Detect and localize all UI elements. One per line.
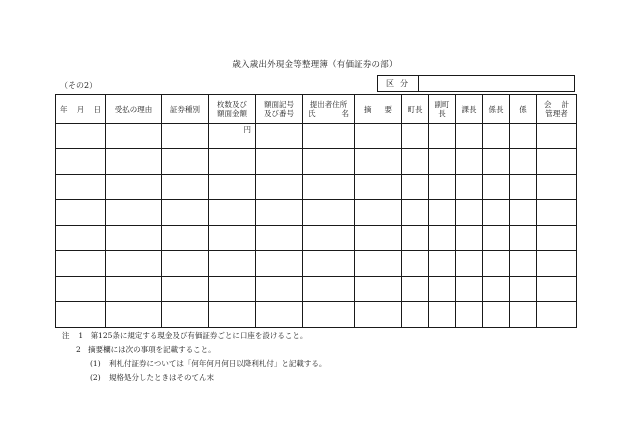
cell-subsection-chief[interactable]	[483, 200, 510, 226]
notes	[62, 329, 326, 385]
document-title: 歳入歳出外現金等整理簿（有価証券の部）	[232, 60, 398, 70]
cell-summary[interactable]	[355, 174, 402, 200]
header-accountant-b: 計	[561, 100, 569, 109]
cell-subsection-chief[interactable]	[483, 276, 510, 302]
cell-section-chief[interactable]	[456, 251, 483, 277]
cell-submitter[interactable]	[303, 200, 355, 226]
cell-symbol-number[interactable]	[256, 124, 303, 149]
cell-reason[interactable]	[106, 124, 162, 149]
cell-summary[interactable]	[355, 225, 402, 251]
cell-reason[interactable]	[106, 276, 162, 302]
cell-reason[interactable]	[106, 302, 162, 328]
header-year: 年	[60, 104, 68, 114]
cell-staff[interactable]	[510, 302, 537, 328]
cell-section-chief[interactable]	[456, 124, 483, 149]
note-subitem-number: (2)	[90, 373, 101, 382]
cell-section-chief[interactable]	[456, 149, 483, 175]
kubun-label: 区分	[378, 76, 419, 91]
table-row	[56, 251, 577, 277]
cell-staff[interactable]	[510, 149, 537, 175]
header-count-line2: 額面金額	[217, 109, 247, 118]
cell-count-amount[interactable]	[209, 225, 256, 251]
cell-subsection-chief[interactable]	[483, 149, 510, 175]
note-text: 第125条に規定する現金及び有価証券ごとに口座を設けること。	[90, 331, 308, 340]
cell-submitter[interactable]	[303, 174, 355, 200]
header-accountant-a: 会	[544, 100, 552, 109]
cell-subsection-chief[interactable]	[483, 174, 510, 200]
cell-accountant[interactable]	[537, 149, 577, 175]
cell-submitter[interactable]	[303, 124, 355, 149]
kubun-value-field[interactable]	[419, 76, 574, 91]
cell-accountant[interactable]	[537, 251, 577, 277]
cell-accountant[interactable]	[537, 174, 577, 200]
cell-security-type[interactable]	[162, 200, 209, 226]
cell-symbol-number[interactable]	[256, 302, 303, 328]
cell-summary[interactable]	[355, 302, 402, 328]
cell-submitter[interactable]	[303, 276, 355, 302]
cell-reason[interactable]	[106, 200, 162, 226]
cell-reason[interactable]	[106, 174, 162, 200]
cell-date[interactable]	[56, 276, 106, 302]
cell-deputy-mayor[interactable]	[429, 251, 456, 277]
note-subitem	[62, 357, 326, 371]
header-mayor: 町長	[402, 95, 429, 124]
cell-security-type[interactable]	[162, 276, 209, 302]
cell-section-chief[interactable]	[456, 200, 483, 226]
table-row	[56, 225, 577, 251]
note-number: 2	[76, 345, 81, 354]
cell-date[interactable]	[56, 174, 106, 200]
kubun-box	[377, 75, 575, 92]
header-count-amount	[209, 95, 256, 124]
cell-symbol-number[interactable]	[256, 200, 303, 226]
header-symbol-line2: 及び番号	[264, 109, 294, 118]
header-submitter-shi: 氏	[308, 109, 316, 118]
note-number: 1	[78, 331, 84, 340]
cell-symbol-number[interactable]	[256, 149, 303, 175]
cell-mayor[interactable]	[402, 200, 429, 226]
cell-count-amount[interactable]	[209, 200, 256, 226]
form-number: （その2）	[60, 81, 98, 90]
header-summary-b: 要	[384, 104, 392, 114]
cell-count-amount[interactable]	[209, 149, 256, 175]
header-section-chief: 課長	[456, 95, 483, 124]
header-date	[56, 95, 106, 124]
cell-reason[interactable]	[106, 251, 162, 277]
note-subitem-number: (1)	[90, 359, 101, 368]
cell-accountant[interactable]	[537, 276, 577, 302]
cell-mayor[interactable]	[402, 225, 429, 251]
cell-count-amount[interactable]	[209, 276, 256, 302]
header-submitter-mei: 名	[341, 109, 349, 118]
header-summary-a: 摘	[364, 104, 372, 114]
cell-section-chief[interactable]	[456, 225, 483, 251]
cell-deputy-mayor[interactable]	[429, 302, 456, 328]
cell-symbol-number[interactable]	[256, 174, 303, 200]
cell-subsection-chief[interactable]	[483, 302, 510, 328]
header-month: 月	[76, 104, 85, 114]
cell-summary[interactable]	[355, 124, 402, 149]
cell-mayor[interactable]	[402, 149, 429, 175]
cell-section-chief[interactable]	[456, 174, 483, 200]
table-row	[56, 149, 577, 175]
cell-summary[interactable]	[355, 276, 402, 302]
note-subitem-text: 規格処分したときはそのてん末	[109, 373, 215, 382]
header-deputy-mayor	[429, 95, 456, 124]
header-deputy-line1: 副町	[434, 100, 450, 109]
cell-mayor[interactable]	[402, 302, 429, 328]
cell-security-type[interactable]	[162, 251, 209, 277]
cell-security-type[interactable]	[162, 174, 209, 200]
cell-deputy-mayor[interactable]	[429, 276, 456, 302]
cell-mayor[interactable]	[402, 124, 429, 149]
cell-section-chief[interactable]	[456, 276, 483, 302]
cell-date[interactable]	[56, 302, 106, 328]
header-symbol-number	[256, 95, 303, 124]
cell-security-type[interactable]	[162, 302, 209, 328]
ledger-body	[56, 124, 577, 328]
table-row	[56, 200, 577, 226]
note-item	[62, 329, 326, 343]
note-label: 注	[62, 331, 70, 340]
cell-subsection-chief[interactable]	[483, 251, 510, 277]
cell-submitter[interactable]	[303, 302, 355, 328]
header-submitter	[303, 95, 355, 124]
header-summary	[355, 95, 402, 124]
note-text: 摘要欄には次の事項を記載すること。	[88, 345, 216, 354]
cell-date[interactable]	[56, 124, 106, 149]
cell-subsection-chief[interactable]	[483, 124, 510, 149]
cell-date[interactable]	[56, 200, 106, 226]
header-count-line1: 枚数及び	[217, 100, 247, 109]
cell-summary[interactable]	[355, 149, 402, 175]
cell-submitter[interactable]	[303, 225, 355, 251]
cell-deputy-mayor[interactable]	[429, 225, 456, 251]
table-row	[56, 124, 577, 149]
cell-section-chief[interactable]	[456, 302, 483, 328]
cell-security-type[interactable]	[162, 149, 209, 175]
cell-accountant[interactable]	[537, 124, 577, 149]
cell-submitter[interactable]	[303, 251, 355, 277]
cell-security-type[interactable]	[162, 225, 209, 251]
header-reason: 受払の理由	[106, 95, 162, 124]
header-submitter-line1: 提出者住所	[309, 100, 348, 109]
cell-count-amount[interactable]	[209, 124, 256, 149]
header-deputy-line2: 長	[438, 109, 446, 118]
cell-summary[interactable]	[355, 200, 402, 226]
cell-accountant[interactable]	[537, 302, 577, 328]
cell-date[interactable]	[56, 225, 106, 251]
header-accountant-line2: 管理者	[545, 109, 568, 118]
cell-mayor[interactable]	[402, 174, 429, 200]
cell-staff[interactable]	[510, 200, 537, 226]
ledger-table	[55, 94, 577, 328]
cell-deputy-mayor[interactable]	[429, 200, 456, 226]
cell-count-amount[interactable]	[209, 251, 256, 277]
cell-submitter[interactable]	[303, 149, 355, 175]
table-row	[56, 174, 577, 200]
header-day: 日	[93, 104, 101, 114]
cell-summary[interactable]	[355, 251, 402, 277]
cell-mayor[interactable]	[402, 251, 429, 277]
yen-mark: 円	[243, 125, 251, 134]
cell-subsection-chief[interactable]	[483, 225, 510, 251]
table-row	[56, 302, 577, 328]
cell-deputy-mayor[interactable]	[429, 124, 456, 149]
cell-reason[interactable]	[106, 225, 162, 251]
cell-date[interactable]	[56, 251, 106, 277]
cell-staff[interactable]	[510, 174, 537, 200]
cell-symbol-number[interactable]	[256, 225, 303, 251]
cell-date[interactable]	[56, 149, 106, 175]
cell-count-amount[interactable]	[209, 302, 256, 328]
cell-reason[interactable]	[106, 149, 162, 175]
cell-mayor[interactable]	[402, 276, 429, 302]
note-subitem-text: 利札付証券については「何年何月何日以降利札付」と記載する。	[109, 359, 327, 368]
header-subsection-chief: 係長	[483, 95, 510, 124]
header-row	[56, 95, 577, 124]
cell-staff[interactable]	[510, 124, 537, 149]
cell-staff[interactable]	[510, 276, 537, 302]
note-item	[62, 343, 326, 357]
cell-accountant[interactable]	[537, 225, 577, 251]
cell-symbol-number[interactable]	[256, 276, 303, 302]
table-row	[56, 276, 577, 302]
cell-deputy-mayor[interactable]	[429, 149, 456, 175]
header-staff: 係	[510, 95, 537, 124]
cell-accountant[interactable]	[537, 200, 577, 226]
cell-count-amount[interactable]	[209, 174, 256, 200]
cell-security-type[interactable]	[162, 124, 209, 149]
cell-staff[interactable]	[510, 251, 537, 277]
cell-symbol-number[interactable]	[256, 251, 303, 277]
note-subitem	[62, 371, 326, 385]
header-accountant	[537, 95, 577, 124]
cell-deputy-mayor[interactable]	[429, 174, 456, 200]
header-security-type: 証券種別	[162, 95, 209, 124]
cell-staff[interactable]	[510, 225, 537, 251]
header-symbol-line1: 額面記号	[264, 100, 294, 109]
